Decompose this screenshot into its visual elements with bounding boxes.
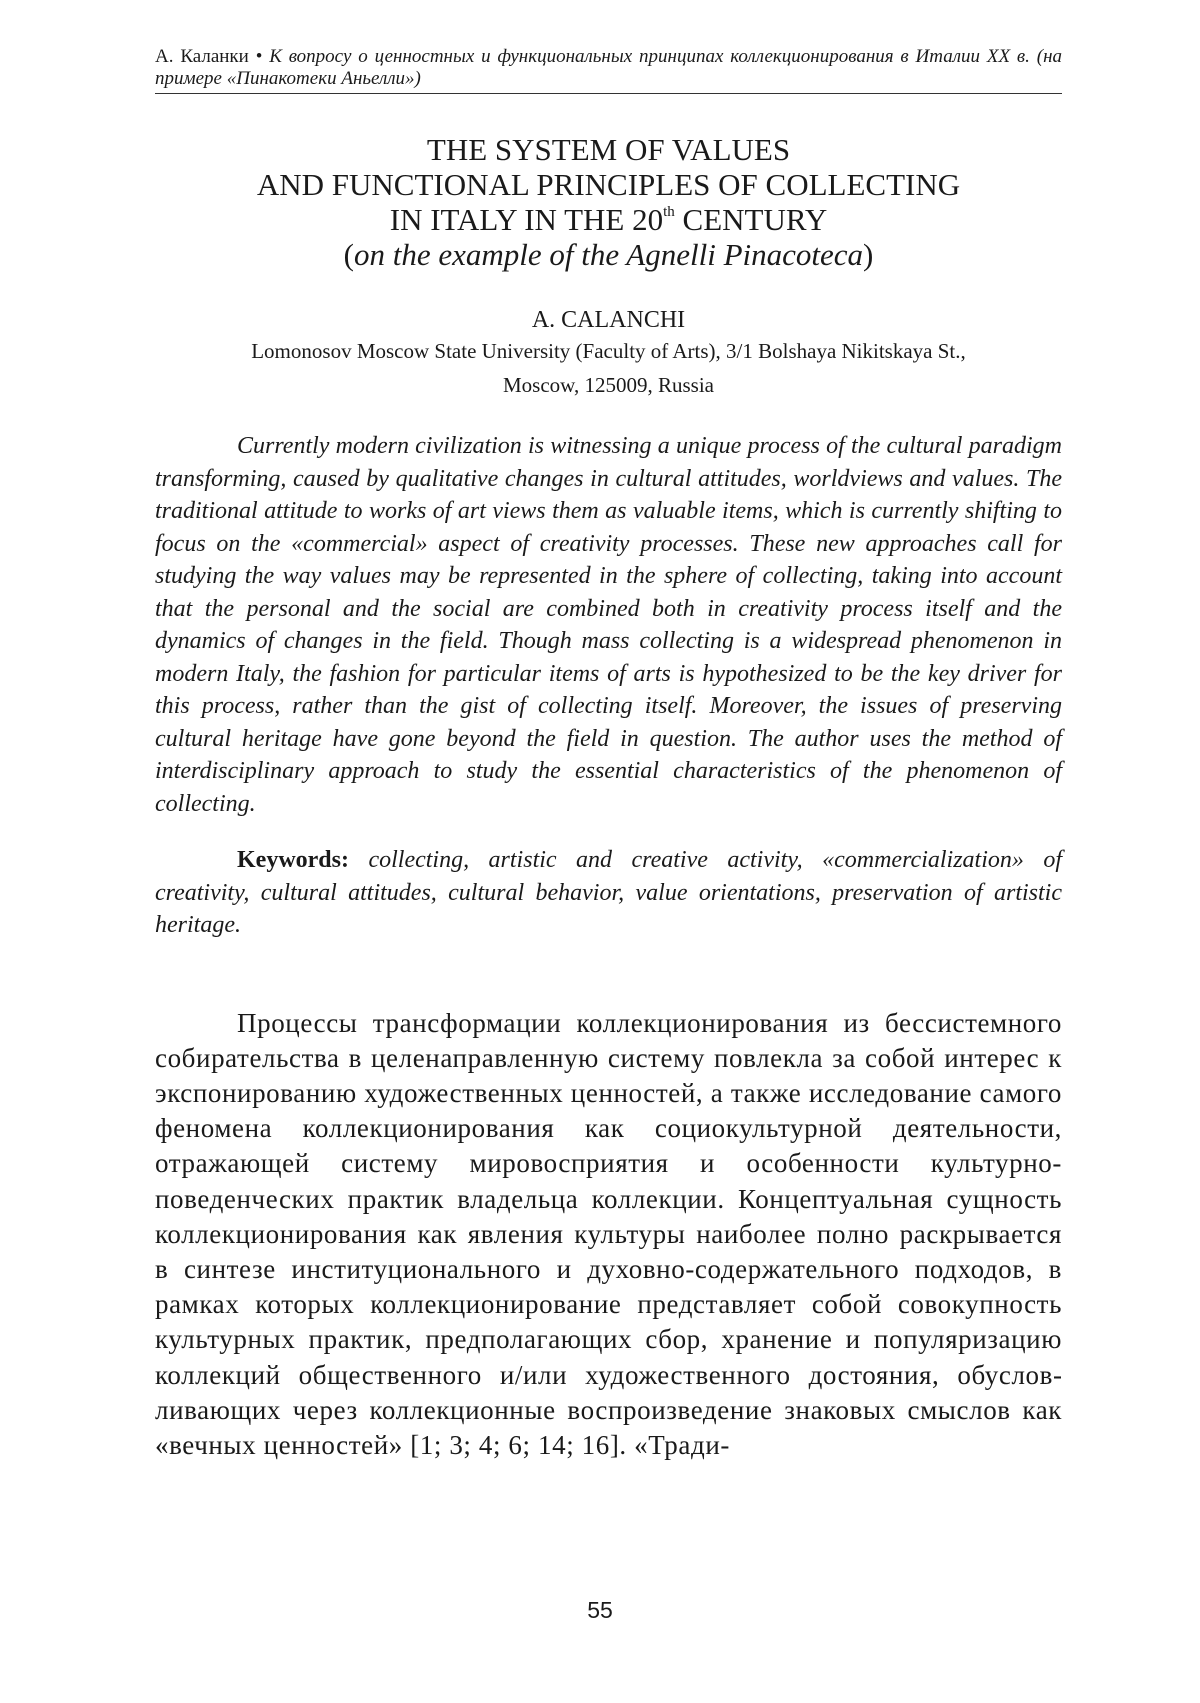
- author-affiliation: [155, 334, 1062, 402]
- subtitle-text: on the example of the Agnelli Pinacoteca: [354, 237, 863, 272]
- journal-page: [155, 46, 1062, 1490]
- running-head: [155, 46, 1062, 94]
- title-line-3: [155, 202, 1062, 237]
- running-head-title: К вопросу о ценностных и функциональных принципах коллекционирования в Италии XX в. (на примере «Пинакотеки Аньелли»): [155, 46, 1062, 89]
- affiliation-line-1: Lomonosov Moscow State University (Faculty of Arts), 3/1 Bolshaya Nikitskaya St.,: [251, 339, 966, 363]
- running-head-separator: •: [256, 46, 263, 67]
- body-paragraph: Процессы трансформации коллекционирования из бес­системного собирательства в целенаправленную систему по­влекла за собой интерес к экспонированию художественных ценностей, а также исследование самого феномена коллекци­онирования как социокультурной деятельности, отражающей систему мировосприятия и особенности культурно-поведенче­ских практик владельца коллекции. Концептуальная сущность коллекционирования как явления культуры наиболее полно раскрывается в синтезе институционального и духовно-со­держательного подходов, в рамках которых коллекциониро­вание представляет собой совокупность культурных практик, предполагающих сбор, хранение и популяризацию коллекций общественного и/или художественного достояния, обуслов­ливающих через коллекционные воспроизведение знаковых смыслов как «вечных ценностей» [1; 3; 4; 6; 14; 16]. «Тради-: [155, 1006, 1062, 1464]
- affiliation-line-2: Moscow, 125009, Russia: [503, 373, 714, 397]
- running-head-author: А. Каланки: [155, 46, 249, 67]
- title-line-3-pre: IN ITALY IN THE 20: [390, 202, 663, 237]
- title-line-3-post: CENTURY: [675, 202, 827, 237]
- title-line-2: AND FUNCTIONAL PRINCIPLES OF COLLECTING: [155, 167, 1062, 202]
- subtitle-open-paren: (: [344, 237, 354, 272]
- page-number: 55: [0, 1597, 1200, 1624]
- article-title: [155, 132, 1062, 272]
- article-subtitle: [155, 237, 1062, 272]
- keywords: [155, 844, 1062, 942]
- subtitle-close-paren: ): [863, 237, 873, 272]
- title-line-1: THE SYSTEM OF VALUES: [155, 132, 1062, 167]
- keywords-text: collecting, artistic and creative activity, «commercializa­tion» of creativity, cultural attitudes, cultural behavior, value orientations, preservation of artistic heritage.: [155, 847, 1062, 938]
- keywords-label: Keywords:: [237, 847, 349, 873]
- abstract: Currently modern civilization is witnessing a unique process of the cul­tural paradigm transforming, caused by qualitative changes in cultural atti­tudes, worldviews and values. The traditional attitude to works of art views them as valuable items, which is currently shifting to focus on the «commercial» aspect of creativity processes. These new approaches call for studying the way values may be represented in the sphere of collecting, taking into account that the personal and the social are combined both in creativity process itself and the dynamics of changes in the field. Though mass collecting is a widespread phenomenon in modern Italy, the fashion for particular items of arts is hypothe­sized to be the key driver for this process, rather than the gist of collecting itself. Moreover, the issues of preserving cultural heritage have gone beyond the field in question. The author uses the method of interdisciplinary approach to study the essential characteristics of the phenomenon of collecting.: [155, 430, 1062, 820]
- author-name: A. CALANCHI: [155, 306, 1062, 334]
- title-superscript: th: [663, 204, 675, 220]
